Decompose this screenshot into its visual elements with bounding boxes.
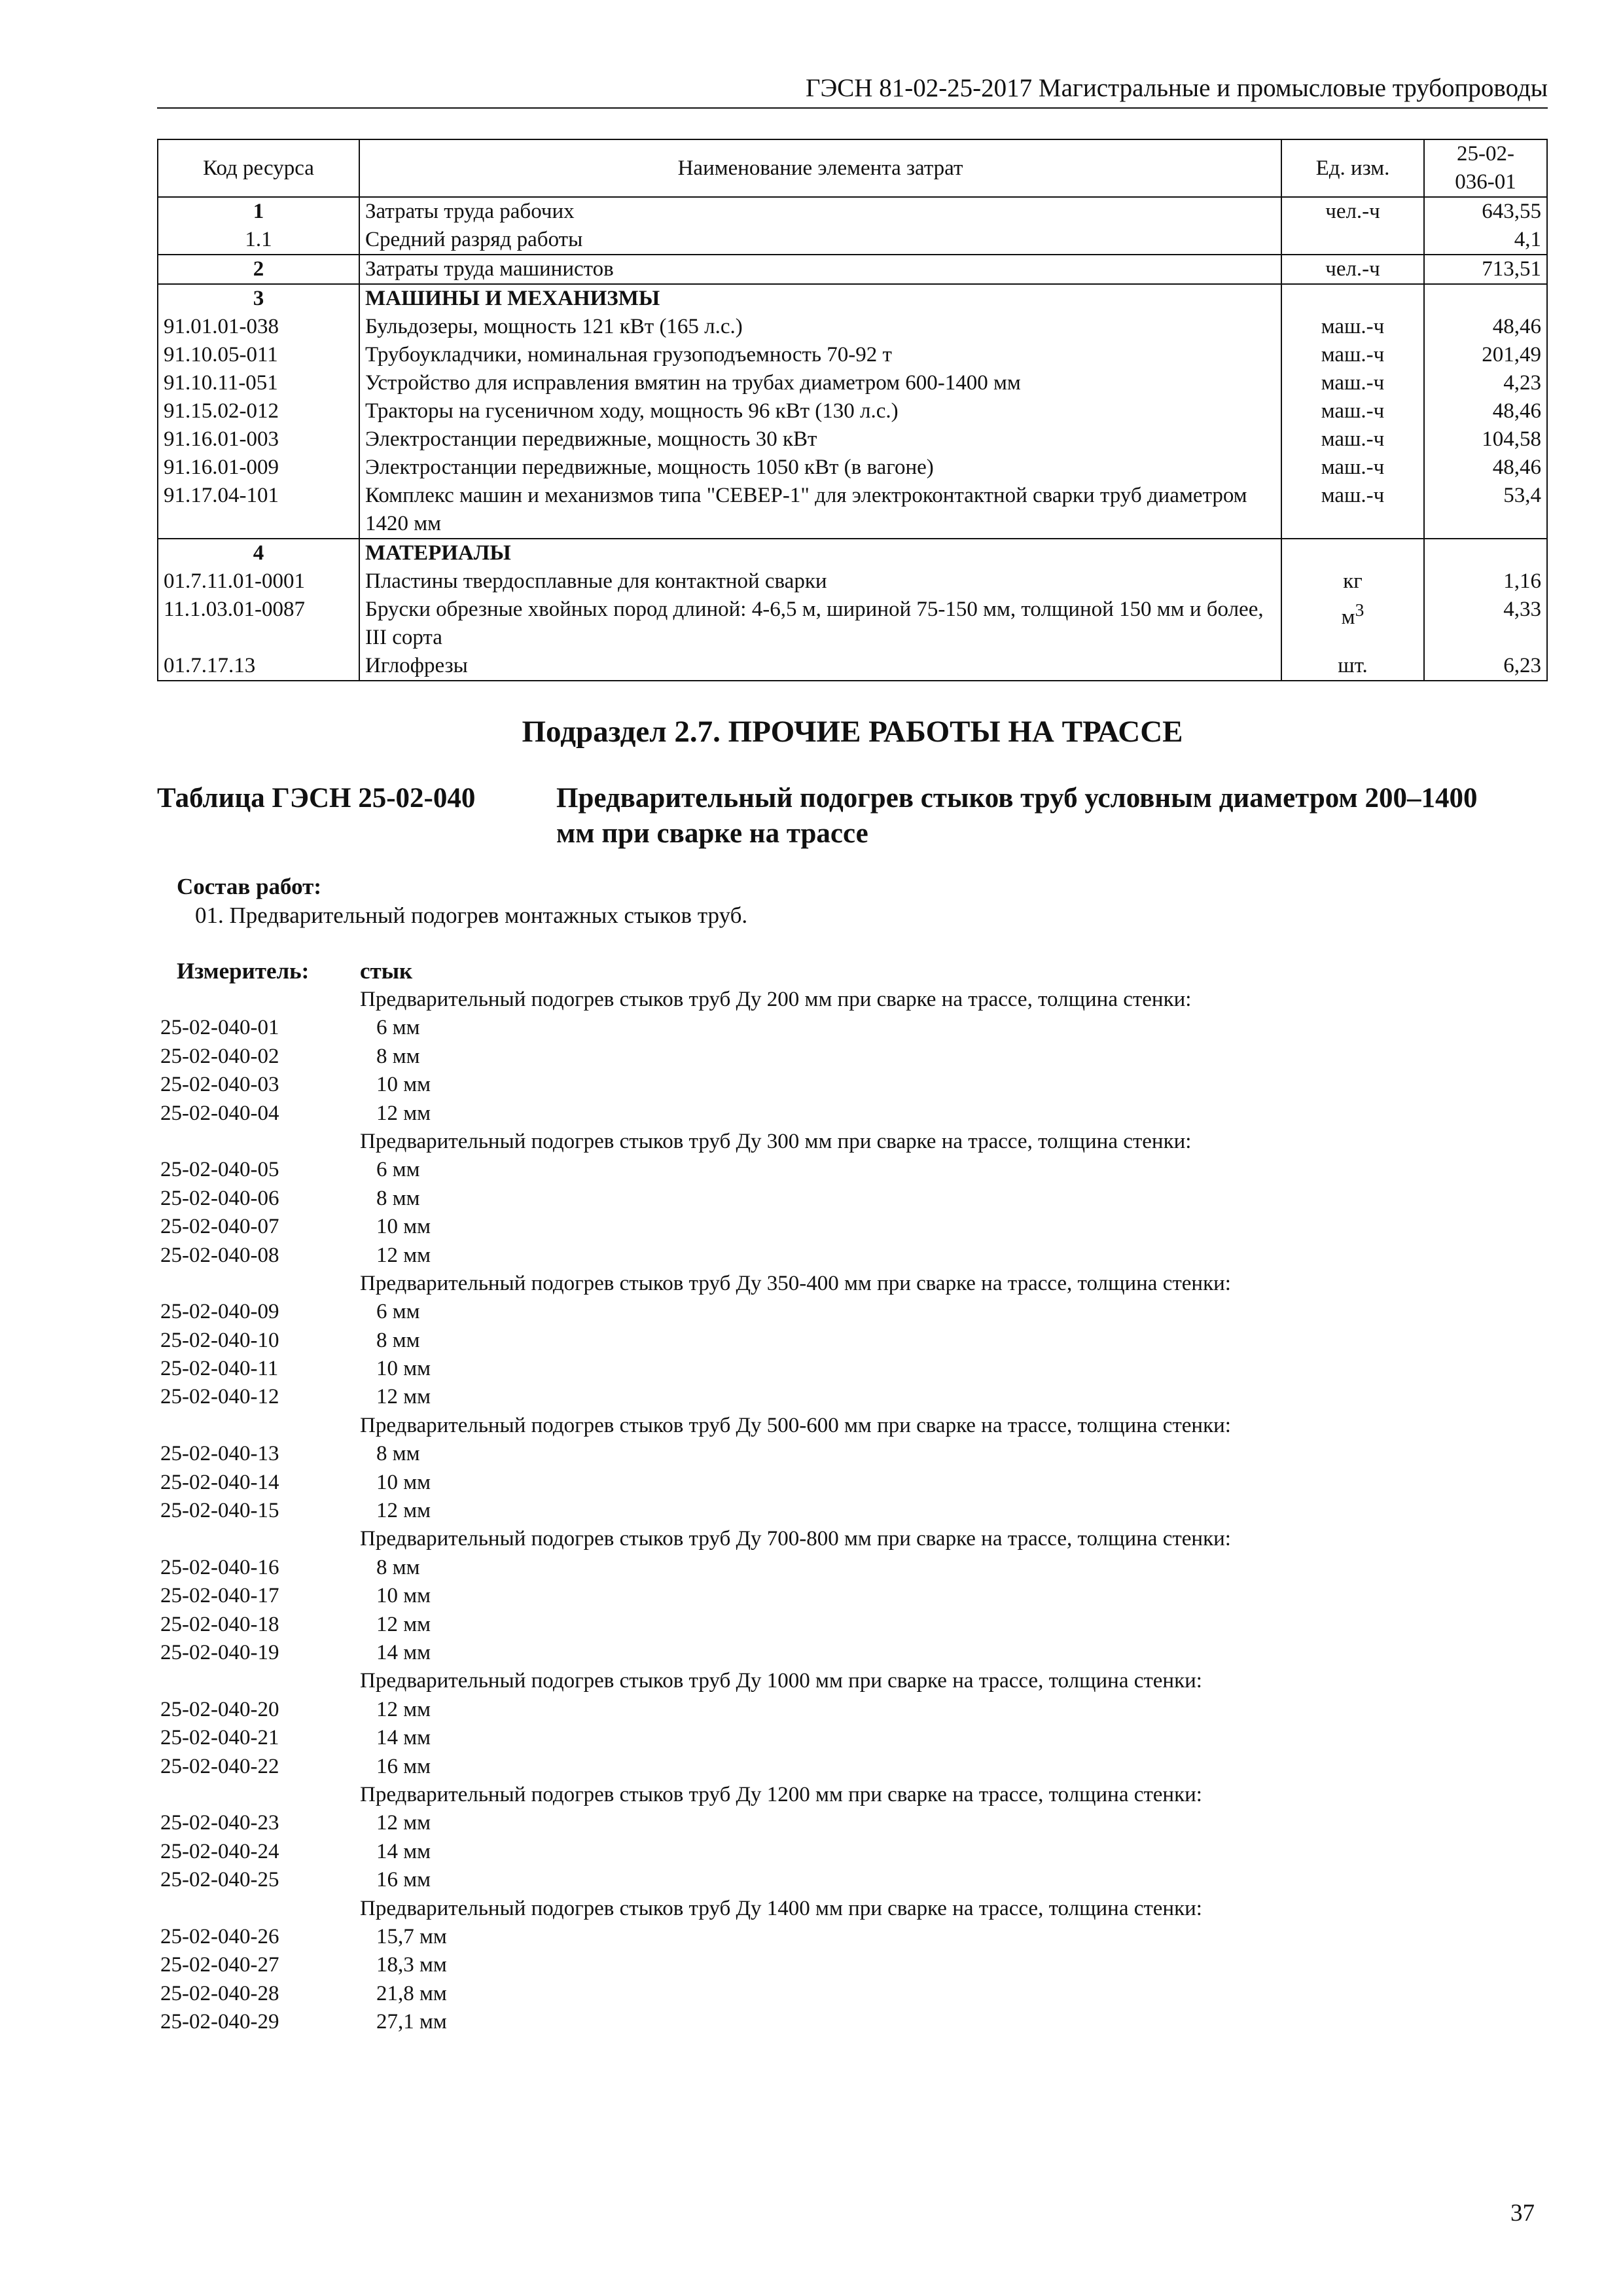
norm-group-heading: Предварительный подогрев стыков труб Ду 1200 мм при сварке на трассе, толщина стенки: (360, 1782, 1202, 1806)
norm-code: 25-02-040-07 (160, 1215, 279, 1239)
norm-thickness: 10 мм (376, 1357, 431, 1381)
norm-thickness: 10 мм (376, 1073, 431, 1097)
cell-name: МАШИНЫ И МЕХАНИЗМЫ (359, 284, 1281, 313)
table-row (158, 397, 1547, 425)
norm-code: 25-02-040-21 (160, 1726, 279, 1750)
cell-name: Пластины твердосплавные для контактной сварки (359, 567, 1281, 596)
norm-thickness: 16 мм (376, 1754, 431, 1778)
cell-code: 91.10.05-011 (158, 341, 359, 369)
table-row (158, 454, 1547, 482)
norm-code: 25-02-040-05 (160, 1158, 279, 1182)
norm-row (160, 1014, 1548, 1042)
norm-thickness: 12 мм (376, 1499, 431, 1523)
norm-code: 25-02-040-26 (160, 1924, 279, 1948)
cell-unit: маш.-ч (1281, 482, 1424, 539)
table-row (158, 341, 1547, 369)
measure-value: стык (360, 958, 413, 984)
table-row (158, 313, 1547, 341)
norm-thickness: 6 мм (376, 1016, 420, 1040)
norm-row (160, 1554, 1548, 1582)
composition-item: 01. Предварительный подогрев монтажных стыков труб. (195, 903, 748, 928)
norm-thickness: 10 мм (376, 1584, 431, 1608)
norm-row (160, 1043, 1548, 1071)
cell-name: Комплекс машин и механизмов типа "СЕВЕР-1" для электроконтактной сварки труб диаметром 1420 мм (359, 482, 1281, 539)
cell-value: 53,4 (1424, 482, 1547, 539)
norm-code: 25-02-040-13 (160, 1442, 279, 1466)
table-row (158, 226, 1547, 255)
column-header-norm-code-line1: 25-02- (1457, 142, 1514, 166)
table-row (158, 539, 1547, 567)
cell-code: 3 (158, 284, 359, 313)
norm-thickness: 12 мм (376, 1811, 431, 1835)
norm-thickness: 10 мм (376, 1215, 431, 1239)
table-row (158, 652, 1547, 681)
cell-unit (1281, 226, 1424, 255)
norm-row (160, 1923, 1548, 1951)
norm-code: 25-02-040-02 (160, 1044, 279, 1068)
norm-group-heading: Предварительный подогрев стыков труб Ду 500-600 мм при сварке на трассе, толщина стенки: (360, 1413, 1231, 1437)
cell-value: 4,33 (1424, 596, 1547, 652)
cell-code: 11.1.03.01-0087 (158, 596, 359, 652)
norm-thickness: 12 мм (376, 1101, 431, 1125)
norm-thickness: 16 мм (376, 1868, 431, 1892)
norm-row (160, 1611, 1548, 1639)
norm-thickness: 6 мм (376, 1300, 420, 1324)
cell-name: Электростанции передвижные, мощность 1050 кВт (в вагоне) (359, 454, 1281, 482)
norm-code: 25-02-040-06 (160, 1186, 279, 1210)
cell-value: 4,23 (1424, 369, 1547, 397)
norm-code: 25-02-040-19 (160, 1640, 279, 1664)
norm-group-heading: Предварительный подогрев стыков труб Ду 1000 мм при сварке на трассе, толщина стенки: (360, 1669, 1202, 1693)
norm-row (160, 1951, 1548, 1979)
table-row (158, 369, 1547, 397)
norm-row (160, 1071, 1548, 1099)
cell-unit (1281, 284, 1424, 313)
table-row (158, 284, 1547, 313)
norm-thickness: 12 мм (376, 1385, 431, 1409)
norm-row (160, 1100, 1548, 1128)
cell-name: Иглофрезы (359, 652, 1281, 681)
norm-code: 25-02-040-11 (160, 1357, 279, 1381)
cell-value (1424, 284, 1547, 313)
cell-name: Устройство для исправления вмятин на трубах диаметром 600-1400 мм (359, 369, 1281, 397)
norm-row (160, 1298, 1548, 1326)
cell-unit: маш.-ч (1281, 425, 1424, 454)
cell-value: 713,51 (1424, 255, 1547, 284)
column-header-norm-code-line2: 036-01 (1455, 170, 1516, 194)
norm-row (160, 1809, 1548, 1837)
cell-name: Трубоукладчики, номинальная грузоподъемность 70-92 т (359, 341, 1281, 369)
norm-code: 25-02-040-17 (160, 1584, 279, 1608)
cell-code: 01.7.11.01-0001 (158, 567, 359, 596)
norm-group-heading: Предварительный подогрев стыков труб Ду 300 мм при сварке на трассе, толщина стенки: (360, 1129, 1192, 1153)
norm-row (160, 1440, 1548, 1468)
cell-name: Средний разряд работы (359, 226, 1281, 255)
norm-row (160, 1696, 1548, 1724)
cell-code: 1.1 (158, 226, 359, 255)
table-row (158, 255, 1547, 284)
norm-thickness: 8 мм (376, 1328, 420, 1352)
cell-unit: маш.-ч (1281, 369, 1424, 397)
cell-unit: маш.-ч (1281, 397, 1424, 425)
norm-code: 25-02-040-27 (160, 1953, 279, 1977)
norm-row (160, 1497, 1548, 1525)
norm-row (160, 1156, 1548, 1184)
norm-group-heading: Предварительный подогрев стыков труб Ду 200 мм при сварке на трассе, толщина стенки: (360, 988, 1192, 1011)
norm-thickness: 10 мм (376, 1470, 431, 1494)
cell-code: 1 (158, 197, 359, 226)
norm-thickness: 8 мм (376, 1442, 420, 1466)
norm-thickness: 12 мм (376, 1612, 431, 1636)
norm-code: 25-02-040-29 (160, 2010, 279, 2034)
cell-name: Тракторы на гусеничном ходу, мощность 96 кВт (130 л.с.) (359, 397, 1281, 425)
cell-code: 91.17.04-101 (158, 482, 359, 539)
norm-group-heading: Предварительный подогрев стыков труб Ду 700-800 мм при сварке на трассе, толщина стенки: (360, 1527, 1231, 1551)
cell-value: 48,46 (1424, 397, 1547, 425)
norm-code: 25-02-040-01 (160, 1016, 279, 1040)
norm-row (160, 1213, 1548, 1241)
column-header-unit: Ед. изм. (1281, 139, 1424, 197)
unit-text: м (1341, 605, 1355, 629)
cell-unit: маш.-ч (1281, 313, 1424, 341)
cell-value: 4,1 (1424, 226, 1547, 255)
cell-unit: шт. (1281, 652, 1424, 681)
norm-thickness: 8 мм (376, 1044, 420, 1068)
norm-thickness: 6 мм (376, 1158, 420, 1182)
norm-row (160, 1185, 1548, 1213)
table-row (158, 425, 1547, 454)
norm-thickness: 21,8 мм (376, 1981, 447, 2005)
column-header-name: Наименование элемента затрат (359, 139, 1281, 197)
norm-group-heading: Предварительный подогрев стыков труб Ду 1400 мм при сварке на трассе, толщина стенки: (360, 1896, 1202, 1920)
cell-name: Бруски обрезные хвойных пород длиной: 4-6,5 м, шириной 75-150 мм, толщиной 150 мм и более, III сорта (359, 596, 1281, 652)
norm-thickness: 8 мм (376, 1555, 420, 1579)
norm-thickness: 27,1 мм (376, 2010, 447, 2034)
norm-thickness: 8 мм (376, 1186, 420, 1210)
norm-code: 25-02-040-20 (160, 1697, 279, 1721)
cell-unit: маш.-ч (1281, 454, 1424, 482)
norm-thickness: 14 мм (376, 1726, 431, 1750)
cell-name: Бульдозеры, мощность 121 кВт (165 л.с.) (359, 313, 1281, 341)
running-header: ГЭСН 81-02-25-2017 Магистральные и промысловые трубопроводы (157, 72, 1548, 109)
subsection-title: Подраздел 2.7. ПРОЧИЕ РАБОТЫ НА ТРАССЕ (522, 715, 1183, 749)
norm-thickness: 15,7 мм (376, 1924, 447, 1948)
cell-unit (1281, 596, 1424, 652)
norm-thickness: 14 мм (376, 1839, 431, 1863)
norm-row (160, 1866, 1548, 1894)
norm-code: 25-02-040-04 (160, 1101, 279, 1125)
cell-code: 91.10.11-051 (158, 369, 359, 397)
cell-value: 48,46 (1424, 454, 1547, 482)
table-row (158, 197, 1547, 226)
norm-row (160, 1242, 1548, 1270)
page-number: 37 (1510, 2200, 1535, 2227)
norms-list (160, 986, 1548, 2036)
table-label: Таблица ГЭСН 25-02-040 (157, 783, 476, 814)
resource-table-header-row (158, 139, 1547, 197)
cell-value: 48,46 (1424, 313, 1547, 341)
norm-thickness: 12 мм (376, 1243, 431, 1267)
norm-row (160, 1753, 1548, 1781)
cell-code: 91.16.01-003 (158, 425, 359, 454)
norm-row (160, 1355, 1548, 1383)
norm-code: 25-02-040-28 (160, 1981, 279, 2005)
norm-row (160, 1980, 1548, 2008)
cell-name: Электростанции передвижные, мощность 30 кВт (359, 425, 1281, 454)
cell-code: 91.15.02-012 (158, 397, 359, 425)
norm-thickness: 12 мм (376, 1697, 431, 1721)
cell-code: 01.7.17.13 (158, 652, 359, 681)
norm-code: 25-02-040-10 (160, 1328, 279, 1352)
measure-label: Измеритель: (177, 958, 310, 984)
table-row (158, 482, 1547, 539)
norm-code: 25-02-040-14 (160, 1470, 279, 1494)
norm-row (160, 1327, 1548, 1355)
cell-value: 643,55 (1424, 197, 1547, 226)
unit-superscript: 3 (1355, 600, 1364, 620)
resource-table (157, 139, 1548, 681)
norm-row (160, 1639, 1548, 1667)
norm-code: 25-02-040-23 (160, 1811, 279, 1835)
table-row (158, 596, 1547, 652)
norm-row (160, 2008, 1548, 2036)
cell-value: 104,58 (1424, 425, 1547, 454)
norm-code: 25-02-040-22 (160, 1754, 279, 1778)
cell-value: 1,16 (1424, 567, 1547, 596)
cell-code: 4 (158, 539, 359, 567)
cell-unit: маш.-ч (1281, 341, 1424, 369)
cell-value (1424, 539, 1547, 567)
cell-name: МАТЕРИАЛЫ (359, 539, 1281, 567)
cell-name: Затраты труда машинистов (359, 255, 1281, 284)
cell-value: 6,23 (1424, 652, 1547, 681)
cell-value: 201,49 (1424, 341, 1547, 369)
norm-row (160, 1724, 1548, 1752)
norm-row (160, 1383, 1548, 1411)
norm-code: 25-02-040-12 (160, 1385, 279, 1409)
norm-code: 25-02-040-03 (160, 1073, 279, 1097)
cell-unit: чел.-ч (1281, 255, 1424, 284)
cell-code: 91.01.01-038 (158, 313, 359, 341)
cell-unit: кг (1281, 567, 1424, 596)
composition-label: Состав работ: (177, 874, 321, 899)
norm-row (160, 1582, 1548, 1610)
column-header-norm-code (1424, 139, 1547, 197)
column-header-code: Код ресурса (158, 139, 359, 197)
table-title: Предварительный подогрев стыков труб условным диаметром 200–1400 мм при сварке на трассе (556, 783, 1478, 849)
cell-unit (1281, 539, 1424, 567)
norm-thickness: 18,3 мм (376, 1953, 447, 1977)
table-row (158, 567, 1547, 596)
norm-group-heading: Предварительный подогрев стыков труб Ду 350-400 мм при сварке на трассе, толщина стенки: (360, 1271, 1231, 1295)
norm-code: 25-02-040-09 (160, 1300, 279, 1324)
norm-row (160, 1469, 1548, 1497)
norm-row (160, 1838, 1548, 1866)
norm-code: 25-02-040-08 (160, 1243, 279, 1267)
cell-code: 2 (158, 255, 359, 284)
cell-name: Затраты труда рабочих (359, 197, 1281, 226)
cell-unit: чел.-ч (1281, 197, 1424, 226)
norm-code: 25-02-040-24 (160, 1839, 279, 1863)
norm-code: 25-02-040-16 (160, 1555, 279, 1579)
norm-code: 25-02-040-15 (160, 1499, 279, 1523)
norm-thickness: 14 мм (376, 1640, 431, 1664)
cell-code: 91.16.01-009 (158, 454, 359, 482)
norm-code: 25-02-040-18 (160, 1612, 279, 1636)
norm-code: 25-02-040-25 (160, 1868, 279, 1892)
